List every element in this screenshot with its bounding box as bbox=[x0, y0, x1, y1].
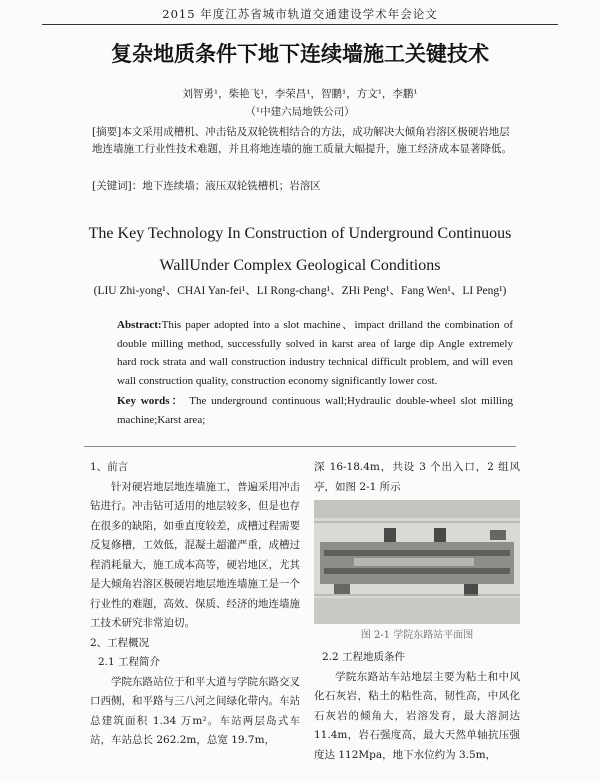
title-cn: 复杂地质条件下地下连续墙施工关键技术 bbox=[111, 42, 489, 66]
track-line-1 bbox=[324, 550, 510, 556]
keywords-en-text: The underground continuous wall;Hydraulic double-wheel slot milling machine;Karst area; bbox=[117, 395, 514, 426]
abstract-cn-text: 本文采用成槽机、冲击钻及双轮铣相结合的方法，成功解决大倾角岩溶区极硬岩地层地连墙施工行业性技术难题，并且将地连墙的施工质量大幅提升，施工经济成本显著降低。 bbox=[92, 126, 512, 155]
affiliation-cn: （¹中建六局地铁公司） bbox=[245, 106, 355, 118]
section-2-2-paragraph: 学院东路站车站地层主要为粘土和中风化石灰岩，粘土的粘性高，韧性高，中风化石灰岩的倾角大，岩溶发育，最大溶洞达 11.4m，岩石强度高，最大天然单轴抗压强度达 112Mpa，地下水位约为 3.5m， bbox=[314, 670, 520, 761]
entrance-3 bbox=[464, 584, 478, 596]
section-2-2-heading: 2.2 工程地质条件 bbox=[322, 651, 406, 663]
keywords-cn-text: 地下连续墙；液压双轮铣槽机；岩溶区 bbox=[142, 180, 321, 192]
authors-en: (LIU Zhi-yong¹、CHAI Yan-fei¹、LI Rong-chang¹、ZHi Peng¹、Fang Wen¹、LI Peng¹) bbox=[93, 285, 507, 297]
entrance-1 bbox=[384, 528, 396, 542]
vent-shaft-2 bbox=[490, 530, 506, 540]
abstract-en-text: This paper adopted into a slot machine、impact drilland the combination of double milling method, successfully solved in karst area of large dip Angle extremely hard rock strata and wall construction industry technical difficult problem, and will even wall construction quality, construction economy significantly lower cost. bbox=[117, 319, 513, 387]
keywords-en bbox=[117, 392, 513, 429]
section-2-1-paragraph: 学院东路站位于和平大道与学院东路交叉口西侧，和平路与三八河之间绿化带内。车站总建筑面积 1.34 万m²。车站两层岛式车站，车站总长 262.2m，总宽 19.7m， bbox=[90, 675, 300, 746]
bottom-road bbox=[314, 598, 520, 624]
abstract-en-label: Abstract: bbox=[117, 319, 162, 331]
right-column bbox=[314, 458, 520, 497]
station-plan-figure bbox=[314, 500, 520, 624]
header-rule bbox=[42, 24, 558, 25]
continued-paragraph: 深 16-18.4m，共设 3 个出入口，2 组风亭，如图 2-1 所示 bbox=[314, 461, 520, 493]
island-platform bbox=[354, 558, 474, 566]
keywords-en-label: Key words： bbox=[117, 395, 185, 407]
section-2-heading: 2、工程概况 bbox=[90, 636, 150, 649]
track-line-2 bbox=[324, 568, 510, 574]
abstract-cn-label: [摘要] bbox=[92, 126, 122, 138]
section-1-heading: 1、前言 bbox=[90, 461, 129, 473]
right-column-lower bbox=[314, 648, 520, 765]
keywords-cn-label: [关键词]： bbox=[92, 180, 143, 192]
station-plan-drawing bbox=[314, 500, 520, 624]
vent-shaft-1 bbox=[334, 584, 350, 594]
authors-cn: 刘智勇¹，柴艳飞¹，李荣昌¹，智鹏¹，方文¹，李鹏¹ bbox=[182, 88, 418, 100]
left-column bbox=[90, 458, 300, 751]
section-1-paragraph: 针对硬岩地层地连墙施工，普遍采用冲击钻进行。冲击钻可适用的地层较多，但是也存在很多的缺陷，如垂直度较差，成槽过程需要反复修槽，工效低，混凝土超灌严重，成槽过程消耗量大，施工成本高等，硬岩地区，尤其是大倾角岩溶区极硬岩地层地连墙施工是一个行业性的难题，高效、保质、经济的地连墙施工技术研究非常迫切。 bbox=[90, 480, 300, 629]
abstract-en bbox=[117, 316, 513, 390]
section-2-1-heading: 2.1 工程简介 bbox=[98, 656, 161, 668]
top-road bbox=[314, 500, 520, 518]
title-en-line2: WallUnder Complex Geological Conditions bbox=[159, 257, 441, 274]
title-en-line1: The Key Technology In Construction of Underground Continuous bbox=[88, 225, 512, 242]
entrance-2 bbox=[434, 528, 446, 542]
abstract-cn bbox=[92, 124, 514, 158]
running-header: 2015 年度江苏省城市轨道交通建设学术年会论文 bbox=[162, 7, 438, 21]
figure-caption: 图 2-1 学院东路站平面图 bbox=[360, 630, 474, 641]
column-divider-rule bbox=[84, 446, 516, 447]
keywords-cn bbox=[92, 178, 514, 193]
title-en bbox=[0, 218, 600, 282]
